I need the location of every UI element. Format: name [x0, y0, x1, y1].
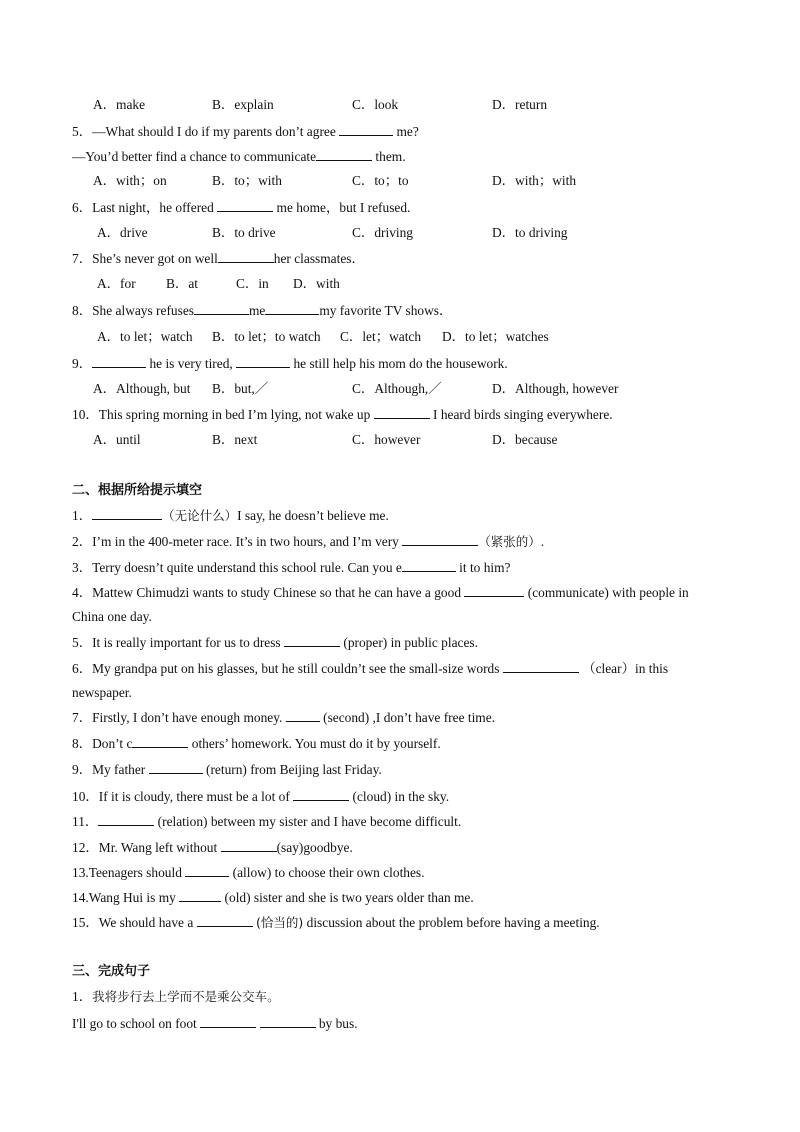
s2-q4-line2: China one day. [72, 609, 152, 624]
q7-option-c: C．in [236, 276, 269, 291]
q9-option-d: D．Although, however [492, 381, 619, 396]
s2-q2: 2．I’m in the 400-meter race. It’s in two hours, and I’m very （紧张的）. [72, 534, 545, 549]
q10-option-b: B．next [212, 432, 258, 447]
s2-q6: 6．My grandpa put on his glasses, but he still couldn’t see the small-size words （clear）in this [72, 661, 669, 676]
s2-q10: 10．If it is cloudy, there must be a lot of (cloud) in the sky. [72, 789, 450, 804]
q7-option-a: A．for [97, 276, 136, 291]
q6-option-c: C．driving [352, 225, 414, 240]
blank [402, 532, 478, 546]
q8-option-b: B．to let；to watch [212, 329, 321, 344]
blank [200, 1014, 256, 1028]
blank [265, 301, 319, 315]
blank [92, 354, 146, 368]
s3-q1-chinese: 1．我将步行去上学而不是乘公交车。 [72, 989, 280, 1004]
q5-option-a: A．with；on [93, 173, 167, 188]
blank [218, 249, 274, 263]
q7-question: 7．She’s never got on well her classmates． [72, 251, 365, 266]
s2-q13: 13.Teenagers should (allow) to choose their own clothes. [72, 865, 425, 880]
s2-q6-line2: newspaper. [72, 685, 132, 700]
blank [339, 122, 393, 136]
blank [217, 198, 273, 212]
q7-option-b: B．at [166, 276, 198, 291]
q9-option-b: B．but,／ [212, 381, 269, 396]
q9-question: 9． he is very tired, he still help his mom do the housework. [72, 356, 508, 371]
q7-option-d: D．with [293, 276, 340, 291]
q10-option-d: D．because [492, 432, 558, 447]
q6-option-a: A．drive [97, 225, 148, 240]
q6-option-b: B．to drive [212, 225, 276, 240]
section-3-title: 三、完成句子 [72, 964, 151, 979]
s2-q1: 1． （无论什么）I say, he doesn’t believe me. [72, 508, 389, 523]
blank [260, 1014, 316, 1028]
q4-option-a: A．make [93, 97, 146, 112]
blank [185, 863, 229, 877]
s2-q3: 3．Terry doesn’t quite understand this school rule. Can you e it to him? [72, 560, 511, 575]
s2-q5: 5．It is really important for us to dress (proper) in public places. [72, 635, 478, 650]
s2-q4: 4．Mattew Chimudzi wants to study Chinese so that he can have a good (communicate) with people in [72, 585, 689, 600]
blank [149, 760, 203, 774]
section-2-title: 二、根据所给提示填空 [72, 483, 203, 498]
blank [464, 583, 524, 597]
q10-option-a: A．until [93, 432, 141, 447]
q8-option-c: C．let；watch [340, 329, 422, 344]
blank [503, 659, 579, 673]
q8-option-a: A．to let；watch [97, 329, 193, 344]
q4-option-d: D．return [492, 97, 548, 112]
blank [98, 812, 154, 826]
blank [197, 913, 253, 927]
q5-option-d: D．with；with [492, 173, 577, 188]
q6-question: 6．Last night，he offered me home，but I refused. [72, 200, 411, 215]
q8-option-d: D．to let；watches [442, 329, 549, 344]
blank [92, 506, 162, 520]
blank [194, 301, 249, 315]
s2-q11: 11． (relation) between my sister and I have become difficult. [72, 814, 462, 829]
s2-q14: 14.Wang Hui is my (old) sister and she is two years older than me. [72, 890, 474, 905]
blank [293, 787, 349, 801]
blank [374, 405, 430, 419]
q4-option-b: B．explain [212, 97, 274, 112]
q5-question: 5．—What should I do if my parents don’t agree me? [72, 124, 419, 139]
q10-question: 10．This spring morning in bed I’m lying, not wake up I heard birds singing everywhere. [72, 407, 613, 422]
blank [236, 354, 290, 368]
blank [316, 147, 372, 161]
s3-q1-english: I'll go to school on foot by bus. [72, 1016, 358, 1031]
q6-option-d: D．to driving [492, 225, 568, 240]
blank [284, 633, 340, 647]
blank [132, 734, 188, 748]
blank [402, 558, 456, 572]
s2-q8: 8．Don’t c others’ homework. You must do it by yourself. [72, 736, 441, 751]
s2-q12: 12．Mr. Wang left without (say)goodbye. [72, 840, 353, 855]
q5-option-b: B．to；with [212, 173, 282, 188]
q8-question: 8．She always refuses me my favorite TV shows． [72, 303, 453, 318]
q5-option-c: C．to；to [352, 173, 409, 188]
q5-question-line2: —You’d better find a chance to communicate them. [72, 149, 406, 164]
q9-option-a: A．Although, but [93, 381, 191, 396]
q4-option-c: C．look [352, 97, 399, 112]
s2-q9: 9．My father (return) from Beijing last Friday. [72, 762, 382, 777]
q10-option-c: C．however [352, 432, 421, 447]
blank [221, 838, 277, 852]
s2-q15: 15．We should have a (恰当的) discussion about the problem before having a meeting. [72, 915, 600, 930]
q9-option-c: C．Although,／ [352, 381, 442, 396]
blank [179, 888, 221, 902]
s2-q7: 7．Firstly, I don’t have enough money. (second) ,I don’t have free time. [72, 710, 496, 725]
blank [286, 708, 320, 722]
